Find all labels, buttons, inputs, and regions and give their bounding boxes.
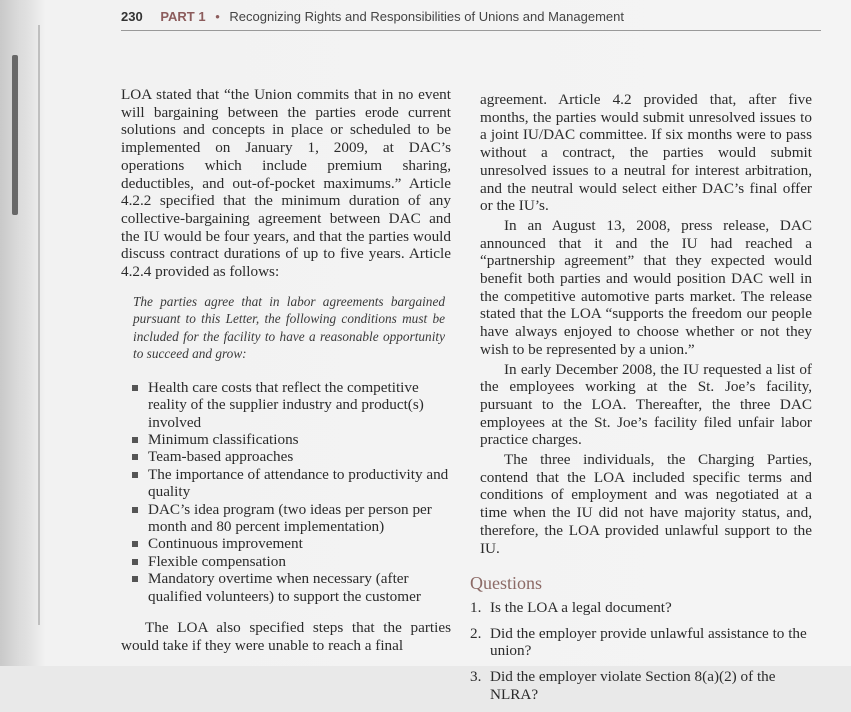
paragraph-press-release: In an August 13, 2008, press release, DAC announced that it and the IU had reached a “partnership agreement” that they expected would benefit both parties and would position DAC well in the competitive automotive parts market. The release stated that the LOA “supports the freedom our people have always enjoyed to choose whether or not they wish to be represented by a union.” xyxy=(480,216,812,358)
list-item: DAC’s idea program (two ideas per person per month and 80 percent implementation) xyxy=(121,501,451,536)
bullet-square-icon xyxy=(132,559,138,565)
bullet-square-icon xyxy=(132,385,138,391)
intro-paragraph: LOA stated that “the Union commits that in no event will bargaining between the parties erode current solutions and concepts in place or scheduled to be implemented on January 1, 2009, at DAC’s operations which include premium sharing, deductibles, and out-of-pocket maximums.” Article 4.2.2 specified that the minimum duration of any collective-bargaining agreement between DAC and the IU would be four years, and that the parties would discuss contract durations of up to five years. Article 4.2.4 provided as follows: xyxy=(121,86,451,281)
questions-list xyxy=(470,599,812,704)
bullet-square-icon xyxy=(132,472,138,478)
bullet-square-icon xyxy=(132,454,138,460)
list-item: Minimum classifications xyxy=(121,431,451,448)
question-number: 1. xyxy=(470,598,482,616)
spine-mark xyxy=(12,55,18,215)
left-column xyxy=(121,86,451,654)
question-item xyxy=(470,668,812,703)
list-item: Mandatory overtime when necessary (after qualified volunteers) to support the customer xyxy=(121,570,451,605)
spine-fold-line xyxy=(38,25,40,625)
block-quote: The parties agree that in labor agreements bargained pursuant to this Letter, the following conditions must be included for the facility to have a reasonable opportunity to succeed and grow: xyxy=(133,293,445,362)
question-number: 3. xyxy=(470,668,482,686)
closing-paragraph: The LOA also specified steps that the parties would take if they were unable to reach a final xyxy=(121,619,451,654)
list-item: Continuous improvement xyxy=(121,535,451,552)
header-bullet: • xyxy=(215,9,220,24)
paragraph-december: In early December 2008, the IU requested a list of the employees working at the St. Joe’s facility, pursuant to the LOA. Thereafter, the three DAC employees at the St. Joe’s facility filed unfair labor practice charges. xyxy=(480,360,812,449)
paragraph-continuation: agreement. Article 4.2 provided that, after five months, the parties would submit unresolved issues to a joint IU/DAC committee. If six months were to pass without a contract, the parties would submit unresolved issues to a neutral for interest arbitration, and the neutral would select either DAC’s final offer or the IU’s. xyxy=(480,91,812,215)
question-text: Did the employer violate Section 8(a)(2) of the NLRA? xyxy=(490,668,776,703)
part-label: PART 1 xyxy=(160,9,206,24)
bullet-square-icon xyxy=(132,437,138,443)
page-number: 230 xyxy=(121,9,143,24)
list-item: Team-based approaches xyxy=(121,448,451,465)
question-number: 2. xyxy=(470,624,482,642)
question-item xyxy=(470,625,812,660)
questions-heading: Questions xyxy=(470,573,542,594)
right-column xyxy=(470,91,812,712)
conditions-list xyxy=(121,379,451,605)
question-item xyxy=(470,599,812,617)
question-text: Is the LOA a legal document? xyxy=(490,598,672,616)
paragraph-charging-parties: The three individuals, the Charging Parties, contend that the LOA included specific terms and conditions of employment and was negotiated at a time when the IU did not have majority status, and, therefore, the LOA provided unlawful support to the IU. xyxy=(480,451,812,557)
list-item: The importance of attendance to productivity and quality xyxy=(121,466,451,501)
bullet-square-icon xyxy=(132,541,138,547)
chapter-title: Recognizing Rights and Responsibilities of Unions and Management xyxy=(229,9,624,24)
question-text: Did the employer provide unlawful assistance to the union? xyxy=(490,624,807,660)
list-item: Flexible compensation xyxy=(121,553,451,570)
bullet-square-icon xyxy=(132,507,138,513)
list-item: Health care costs that reflect the competitive reality of the supplier industry and product(s) involved xyxy=(121,379,451,431)
bullet-square-icon xyxy=(132,576,138,582)
header-rule xyxy=(121,30,821,31)
